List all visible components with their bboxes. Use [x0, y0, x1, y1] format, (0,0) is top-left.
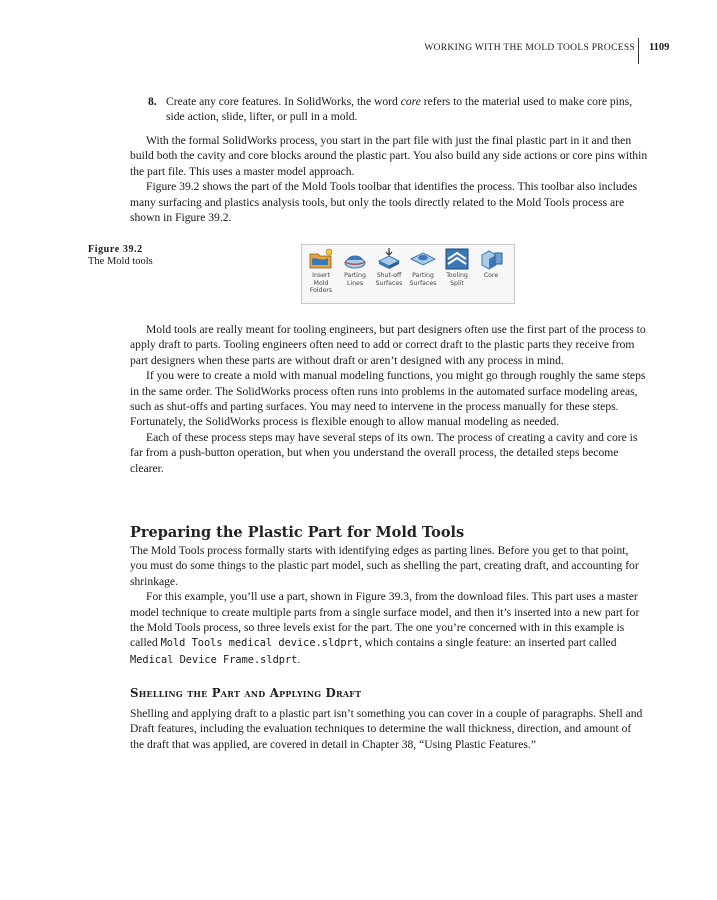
- core-icon: [478, 247, 504, 271]
- figure-caption-text: The Mold tools: [88, 256, 153, 267]
- intro-paragraphs: [130, 133, 648, 225]
- filename-medical-device-frame: Medical Device Frame.sldprt: [130, 653, 298, 666]
- parting-lines-icon: [342, 247, 368, 271]
- tool-parting-lines[interactable]: Parting Lines: [338, 245, 372, 303]
- page-number: 1109: [649, 42, 670, 53]
- mold-paragraphs: [130, 322, 648, 476]
- tool-shut-off-surfaces[interactable]: Shut-off Surfaces: [372, 245, 406, 303]
- tool-tooling-split[interactable]: Tooling Split: [440, 245, 474, 303]
- subsection-heading: Shelling the Part and Applying Draft: [130, 686, 362, 700]
- emphasis-core: core: [400, 95, 421, 108]
- paragraph: Shelling and applying draft to a plastic part isn’t something you can cover in a couple of paragraphs. Shell and Draft features, including the evaluation techniques to determine the wall thickness, direction, and amount of the draft that was applied, are covered in detail in Chapter 38, “Using Plastic Features.”: [130, 707, 643, 751]
- numbered-step-8: [148, 94, 648, 125]
- step-number: 8.: [148, 95, 157, 108]
- shut-off-surfaces-icon: [376, 247, 402, 271]
- paragraph: If you were to create a mold with manual modeling functions, you might go through roughly the same steps in the same order. The SolidWorks process often runs into problems in the automated surface modeling areas, such as shut-offs and parting surfaces. You may need to intervene in the process manually for these steps. Fortunately, the SolidWorks process is flexible enough to allow manual modeling as needed.: [130, 369, 646, 429]
- section-paragraphs: [130, 543, 648, 668]
- paragraph: Each of these process steps may have several steps of its own. The process of creating a cavity and core is far from a push-button operation, but when you understand the overall process, the detailed steps become clearer.: [130, 430, 638, 475]
- tool-insert-mold-folders[interactable]: Insert Mold Folders: [304, 245, 338, 303]
- subsection-paragraph-block: [130, 706, 648, 752]
- parting-surfaces-icon: [410, 247, 436, 271]
- mold-tools-toolbar: [301, 244, 515, 304]
- section-heading: Preparing the Plastic Part for Mold Tools: [130, 524, 465, 541]
- paragraph: With the formal SolidWorks process, you start in the part file with just the final plastic part in it and then build both the cavity and core blocks around the plastic part. You also build any side actions or core pins within the part file. This uses a master model approach.: [130, 134, 648, 178]
- figure-label: Figure 39.2: [88, 244, 143, 255]
- paragraph: Mold tools are really meant for tooling engineers, but part designers often use the first part of the process to apply draft to parts. Tooling engineers often need to add or correct draft to the plastic parts they receive from part designers when these parts are without draft or aren’t designed with any process in mind.: [130, 323, 646, 367]
- running-header: [0, 40, 717, 62]
- insert-mold-folders-icon: [308, 247, 334, 271]
- paragraph: For this example, you’ll use a part, shown in Figure 39.3, from the download files. This part uses a master model technique to create multiple parts from a single surface model, and then it’s inserted into a new part for the Mold Tools process, so three levels exist for the part. The one you’re concerned with in this example is called Mold Tools medical device.sldprt, which contains a single feature: an inserted part called Medical Device Frame.sldprt.: [130, 590, 640, 666]
- filename-mold-tools: Mold Tools medical device.sldprt: [160, 637, 359, 650]
- tooling-split-icon: [444, 247, 470, 271]
- running-title: WORKING WITH THE MOLD TOOLS PROCESS: [424, 43, 635, 53]
- tool-parting-surfaces[interactable]: Parting Surfaces: [406, 245, 440, 303]
- figure-caption: [88, 244, 218, 269]
- header-divider: [638, 38, 639, 64]
- step-text: Create any core features. In SolidWorks, the word core refers to the material used to make core pins, side action, slide, lifter, or pull in a mold.: [166, 95, 633, 124]
- paragraph: The Mold Tools process formally starts with identifying edges as parting lines. Before you get to that point, you must do some things to the plastic part model, such as shelling the part, creating draft, and accounting for shrinkage.: [130, 544, 639, 588]
- paragraph: Figure 39.2 shows the part of the Mold Tools toolbar that identifies the process. This toolbar also includes many surfacing and plastics analysis tools, but only the tools directly related to the Mold Tools process are shown in Figure 39.2.: [130, 180, 638, 225]
- tool-core[interactable]: Core: [474, 245, 508, 303]
